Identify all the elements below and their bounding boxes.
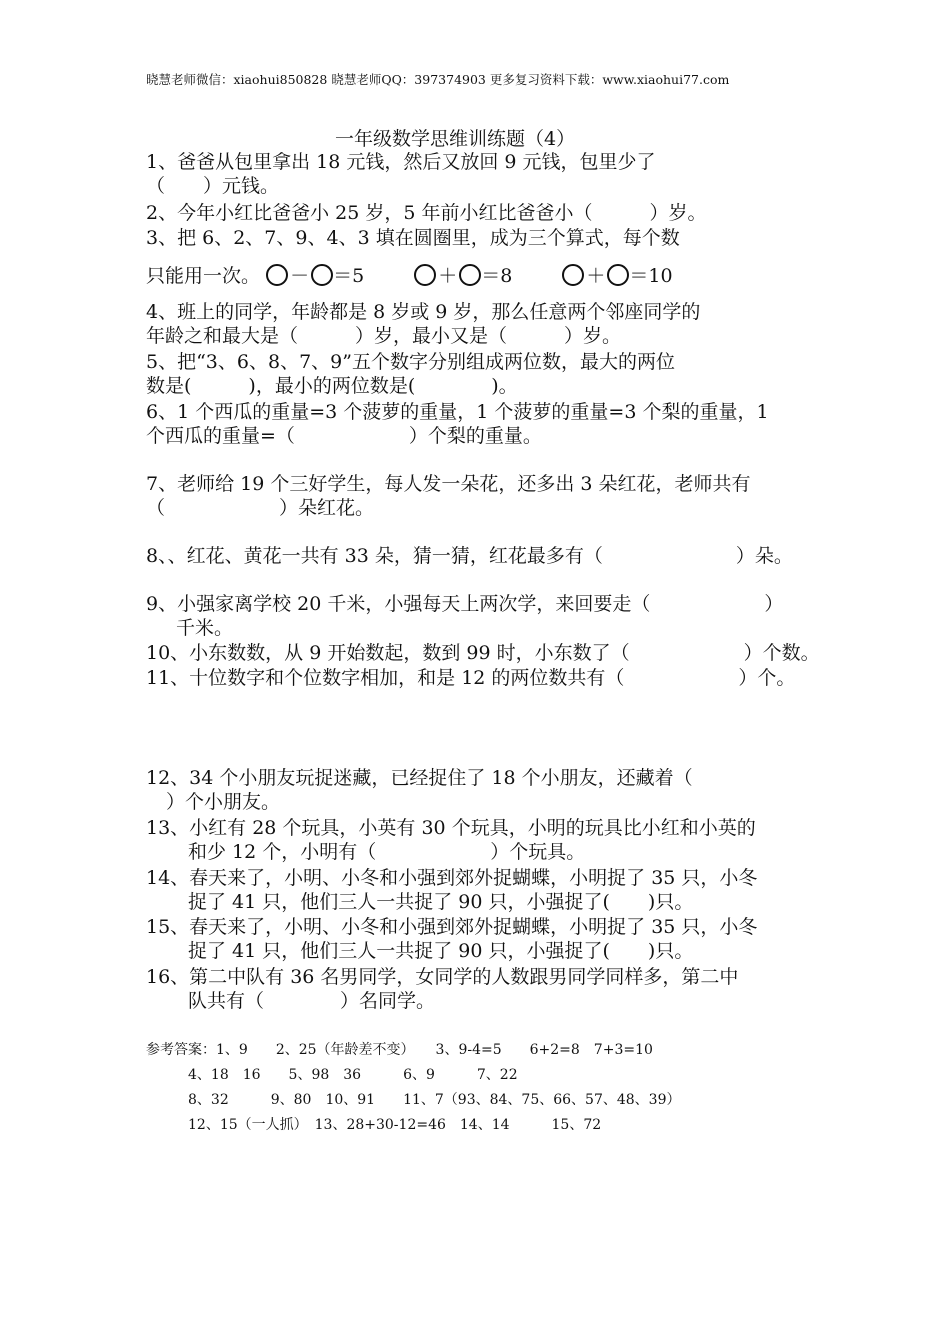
equation-result: ＝10 <box>629 265 673 287</box>
question-1-line-1: 1、爸爸从包里拿出 18 元钱，然后又放回 9 元钱，包里少了 <box>146 151 656 173</box>
blank-circle[interactable] <box>266 264 288 286</box>
question-9-line-1: 9、小强家离学校 20 千米，小强每天上两次学，来回要走（ ） <box>146 593 784 615</box>
question-6-line-1: 6、1 个西瓜的重量=3 个菠萝的重量，1 个菠萝的重量=3 个梨的重量，1 <box>146 401 769 423</box>
question-12-line-1: 12、34 个小朋友玩捉迷藏，已经捉住了 18 个小朋友，还藏着（ <box>146 767 693 789</box>
question-14-line-2: 捉了 41 只，他们三人一共捉了 90 只，小强捉了( )只。 <box>188 891 694 913</box>
page-header: 晓慧老师微信：xiaohui850828 晓慧老师QQ：397374903 更多复习资料下载：www.xiaohui77.com <box>146 72 730 87</box>
equation-result: ＝5 <box>333 265 365 287</box>
answer-line-4: 12、15（一人抓） 13、28+30-12=46 14、14 15、72 <box>188 1117 602 1133</box>
question-16-line-1: 16、第二中队有 36 名男同学，女同学的人数跟男同学同样多，第二中 <box>146 966 739 988</box>
equation-result: ＝8 <box>481 265 513 287</box>
operator: ＋ <box>586 265 606 287</box>
operator: － <box>290 265 310 287</box>
question-16-line-2: 队共有（ ）名同学。 <box>188 990 436 1012</box>
equation-3 <box>562 264 672 288</box>
question-4-line-1: 4、班上的同学，年龄都是 8 岁或 9 岁，那么任意两个邻座同学的 <box>146 301 701 323</box>
question-15-line-1: 15、春天来了，小明、小冬和小强到郊外捉蝴蝶，小明捉了 35 只，小冬 <box>146 916 758 938</box>
question-3-prefix: 只能用一次。 <box>146 265 261 287</box>
equation-2 <box>414 264 512 288</box>
blank-circle[interactable] <box>459 264 481 286</box>
question-13-line-1: 13、小红有 28 个玩具，小英有 30 个玩具，小明的玩具比小红和小英的 <box>146 817 756 839</box>
worksheet-title: 一年级数学思维训练题（4） <box>335 128 576 150</box>
blank-circle[interactable] <box>414 264 436 286</box>
question-10: 10、小东数数，从 9 开始数起，数到 99 时，小东数了（ ）个数。 <box>146 642 820 664</box>
question-14-line-1: 14、春天来了，小明、小冬和小强到郊外捉蝴蝶，小明捉了 35 只，小冬 <box>146 867 758 889</box>
question-12-line-2: ）个小朋友。 <box>166 791 281 813</box>
question-15-line-2: 捉了 41 只，他们三人一共捉了 90 只，小强捉了( )只。 <box>188 940 694 962</box>
answer-line-3: 8、32 9、80 10、91 11、7（93、84、75、66、57、48、39） <box>188 1092 681 1108</box>
blank-circle[interactable] <box>311 264 333 286</box>
question-7-line-1: 7、老师给 19 个三好学生，每人发一朵花，还多出 3 朵红花，老师共有 <box>146 473 751 495</box>
answer-line-2: 4、18 16 5、98 36 6、9 7、22 <box>188 1067 518 1083</box>
question-5-line-2: 数是( )，最小的两位数是( )。 <box>146 375 518 397</box>
question-13-line-2: 和少 12 个，小明有（ ）个玩具。 <box>188 841 586 863</box>
question-7-line-2: （ ）朵红花。 <box>146 497 375 519</box>
question-6-line-2: 个西瓜的重量=（ ）个梨的重量。 <box>146 425 542 447</box>
answer-line-1: 参考答案：1、9 2、25（年龄差不变） 3、9-4=5 6+2=8 7+3=10 <box>146 1042 653 1058</box>
question-3-line-2 <box>146 264 673 288</box>
question-11: 11、十位数字和个位数字相加，和是 12 的两位数共有（ ）个。 <box>146 667 796 689</box>
question-3-line-1: 3、把 6、2、7、9、4、3 填在圆圈里，成为三个算式，每个数 <box>146 227 680 249</box>
blank-circle[interactable] <box>607 264 629 286</box>
question-1-line-2: （ ）元钱。 <box>146 175 280 197</box>
equation-1 <box>266 264 364 288</box>
question-4-line-2: 年龄之和最大是（ ）岁，最小又是（ ）岁。 <box>146 325 622 347</box>
blank-circle[interactable] <box>562 264 584 286</box>
question-8: 8、、红花、黄花一共有 33 朵，猜一猜，红花最多有（ ）朵。 <box>146 545 793 567</box>
operator: ＋ <box>438 265 458 287</box>
question-5-line-1: 5、把“3、6、8、7、9”五个数字分别组成两位数，最大的两位 <box>146 351 675 373</box>
question-9-line-2: 千米。 <box>176 617 234 639</box>
question-2: 2、今年小红比爸爸小 25 岁，5 年前小红比爸爸小（ ）岁。 <box>146 202 707 224</box>
